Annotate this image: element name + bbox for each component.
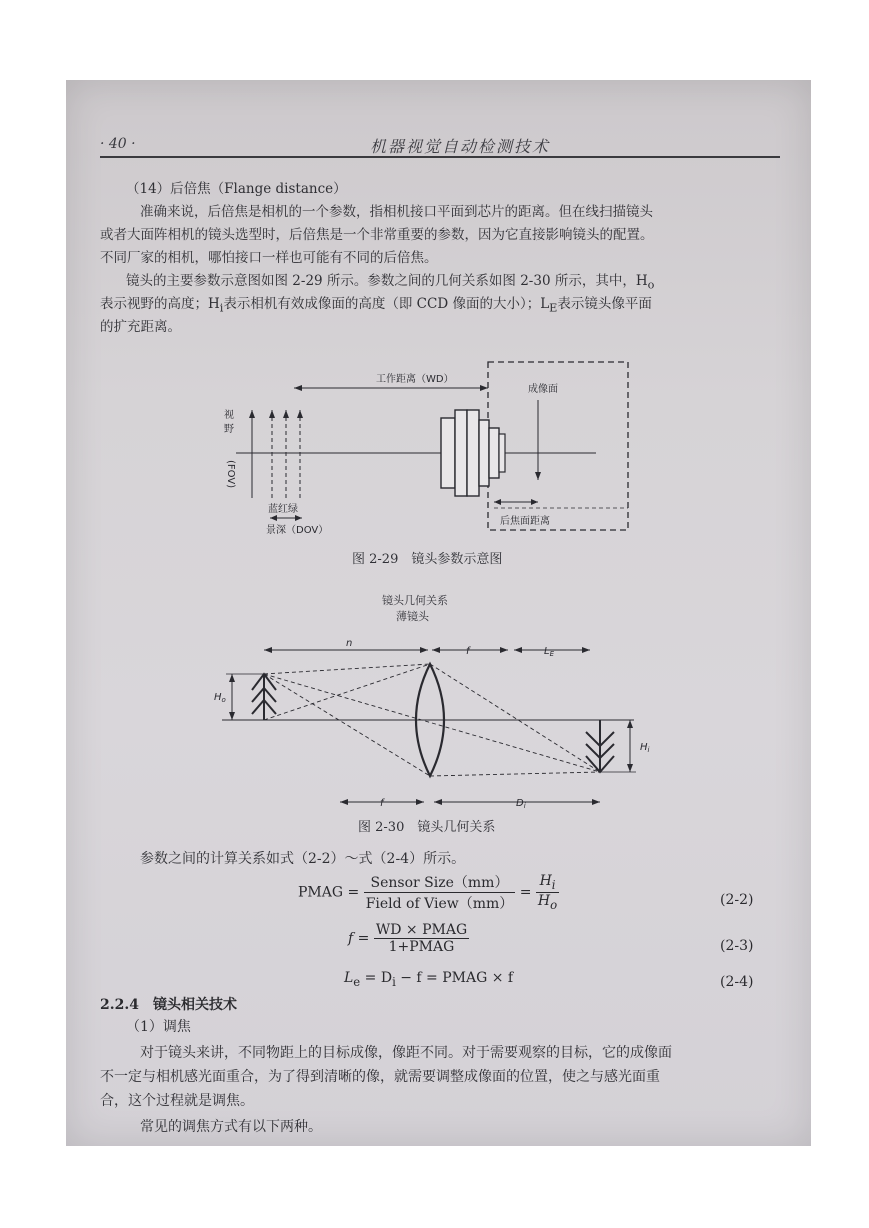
ho-head-top [229, 674, 235, 682]
fov-label-1: 视 [224, 410, 234, 421]
hi-head-bottom [627, 764, 633, 772]
eq1-equals: = [519, 884, 532, 901]
eq2-numerator: WD × PMAG [375, 922, 468, 938]
le-head-left [514, 647, 522, 653]
figure-2-30-title-2: 薄镜头 [396, 610, 429, 623]
equation-2-3 [348, 922, 469, 955]
eq3-b-sub: i [392, 974, 396, 989]
eq2-lhs: f = [348, 930, 370, 947]
eq3-b: = D [360, 970, 393, 986]
eq2-fraction [374, 922, 469, 955]
eq1-numerator: Sensor Size（mm） [364, 872, 516, 893]
blue-plane-head [269, 410, 275, 418]
eq1-denominator: Field of View（mm） [365, 896, 514, 912]
dov-head-left [270, 515, 277, 521]
wd-label: 工作距离（WD） [376, 374, 454, 385]
page-number: · 40 · [100, 136, 136, 152]
section-line-2: 不一定与相机感光面重合，为了得到清晰的像，就需要调整成像面的位置，使之与感光面重 [100, 1069, 660, 1085]
eq1-ratio-den: $H_o$ [537, 893, 558, 912]
f-bottom-head-right [416, 799, 424, 805]
lens-ring-1 [455, 410, 467, 496]
n-head-right [420, 647, 428, 653]
n-label: n [346, 638, 353, 649]
paragraph-intro-line-2 [100, 293, 652, 320]
di-head-left [434, 799, 442, 805]
back-focal-head-right [531, 499, 538, 505]
green-plane-head [297, 410, 303, 418]
eq2-denominator: 1+PMAG [388, 939, 455, 955]
equation-2-4 [344, 970, 513, 989]
ray-3a [264, 674, 430, 776]
lens-front-element [441, 418, 455, 488]
hi-label: $H_i$ [640, 742, 650, 754]
dov-label: 景深（DOV） [266, 525, 329, 536]
fov-arrow-head [249, 410, 255, 418]
eq3-number: (2-4) [720, 974, 754, 990]
eq3-a-sub: e [353, 974, 361, 989]
ray-1b [430, 664, 600, 772]
f-bottom-head-left [340, 799, 348, 805]
f-head-right [500, 647, 508, 653]
figure-2-30 [216, 632, 656, 812]
equations-intro: 参数之间的计算关系如式（2-2）～式（2-4）所示。 [140, 851, 466, 867]
eq2-number: (2-3) [720, 938, 754, 954]
eq1-lhs: PMAG = [298, 884, 360, 901]
lens-ring-2 [467, 410, 479, 496]
intro-text-2a: 表示视野的高度；H [100, 296, 220, 312]
intro-text-2b: 表示相机有效成像面的高度（即 CCD 像面的大小）；L [223, 296, 550, 312]
fov-label-3: (FOV) [225, 460, 236, 489]
di-label: $D_i$ [516, 798, 526, 810]
lens-ring-3 [479, 420, 489, 486]
colors-label: 蓝红绿 [268, 504, 298, 515]
paragraph-14-line-3: 不同厂家的相机，哪怕接口一样也可能有不同的后倍焦。 [100, 250, 438, 266]
page-header [100, 136, 780, 158]
lens-mount [489, 428, 499, 478]
paragraph-14-title: （14）后倍焦（Flange distance） [126, 181, 347, 197]
f-label-top: f [466, 646, 470, 657]
back-focal-label: 后焦面距离 [500, 516, 550, 527]
image-plane-label: 成像面 [528, 384, 558, 395]
ray-2 [264, 674, 600, 772]
intro-sub-1: o [647, 278, 655, 292]
ho-head-bottom [229, 712, 235, 720]
eq1-fraction [364, 872, 516, 913]
image-plane-arrow-head [535, 472, 541, 480]
ray-3b [430, 772, 600, 776]
section-line-1: 对于镜头来讲，不同物距上的目标成像，像距不同。对于需要观察的目标，它的成像面 [140, 1045, 672, 1061]
image-plane-box [488, 362, 628, 530]
eq1-ratio-num: $H_i$ [536, 873, 559, 893]
wd-arrow-head-right [480, 385, 488, 391]
red-plane-head [283, 410, 289, 418]
dov-head-right [295, 515, 302, 521]
section-line-4: 常见的调焦方式有以下两种。 [140, 1119, 322, 1135]
paragraph-14-line-1: 准确来说，后倍焦是相机的一个参数，指相机接口平面到芯片的距离。但在线扫描镜头 [140, 204, 653, 220]
eq3-a: L [344, 970, 354, 986]
ho-label: $H_o$ [214, 692, 226, 704]
section-line-3: 合，这个过程就是调焦。 [100, 1093, 254, 1109]
book-title: 机器视觉自动检测技术 [370, 137, 551, 156]
paragraph-14-line-2: 或者大面阵相机的镜头选型时，后倍焦是一个非常重要的参数，因为它直接影响镜头的配置。 [100, 227, 654, 243]
paragraph-intro-line-3: 的扩充距离。 [100, 319, 181, 335]
equation-2-2 [298, 872, 559, 913]
wd-arrow-head-left [294, 385, 302, 391]
eq1-number: (2-2) [720, 892, 754, 908]
section-heading: 2.2.4 镜头相关技术 [100, 997, 237, 1013]
lens-thread [499, 434, 505, 472]
figure-2-30-title-1: 镜头几何关系 [382, 594, 448, 607]
subsection-focus: （1）调焦 [126, 1019, 191, 1035]
le-label: $L_E$ [544, 646, 555, 658]
di-head-right [592, 799, 600, 805]
figure-2-29 [216, 358, 636, 538]
eq1-ratio [536, 873, 559, 912]
eq3-c: − f = PMAG × f [395, 970, 514, 986]
figure-2-30-caption: 图 2-30 镜头几何关系 [358, 820, 496, 835]
intro-text-2c: 表示镜头像平面 [557, 296, 652, 312]
intro-text-1: 镜头的主要参数示意图如图 2-29 所示。参数之间的几何关系如图 2-30 所示，其中，H [126, 273, 648, 289]
f-head-left [432, 647, 440, 653]
book-page [66, 80, 811, 1146]
le-head-right [582, 647, 590, 653]
fov-label-2: 野 [224, 424, 234, 435]
f-label-bottom: f [380, 798, 384, 809]
hi-head-top [627, 720, 633, 728]
intro-sub-2: i [219, 301, 224, 315]
back-focal-head-left [494, 499, 501, 505]
n-head-left [264, 647, 272, 653]
figure-2-29-caption: 图 2-29 镜头参数示意图 [352, 552, 503, 567]
intro-sub-3: E [549, 301, 558, 315]
